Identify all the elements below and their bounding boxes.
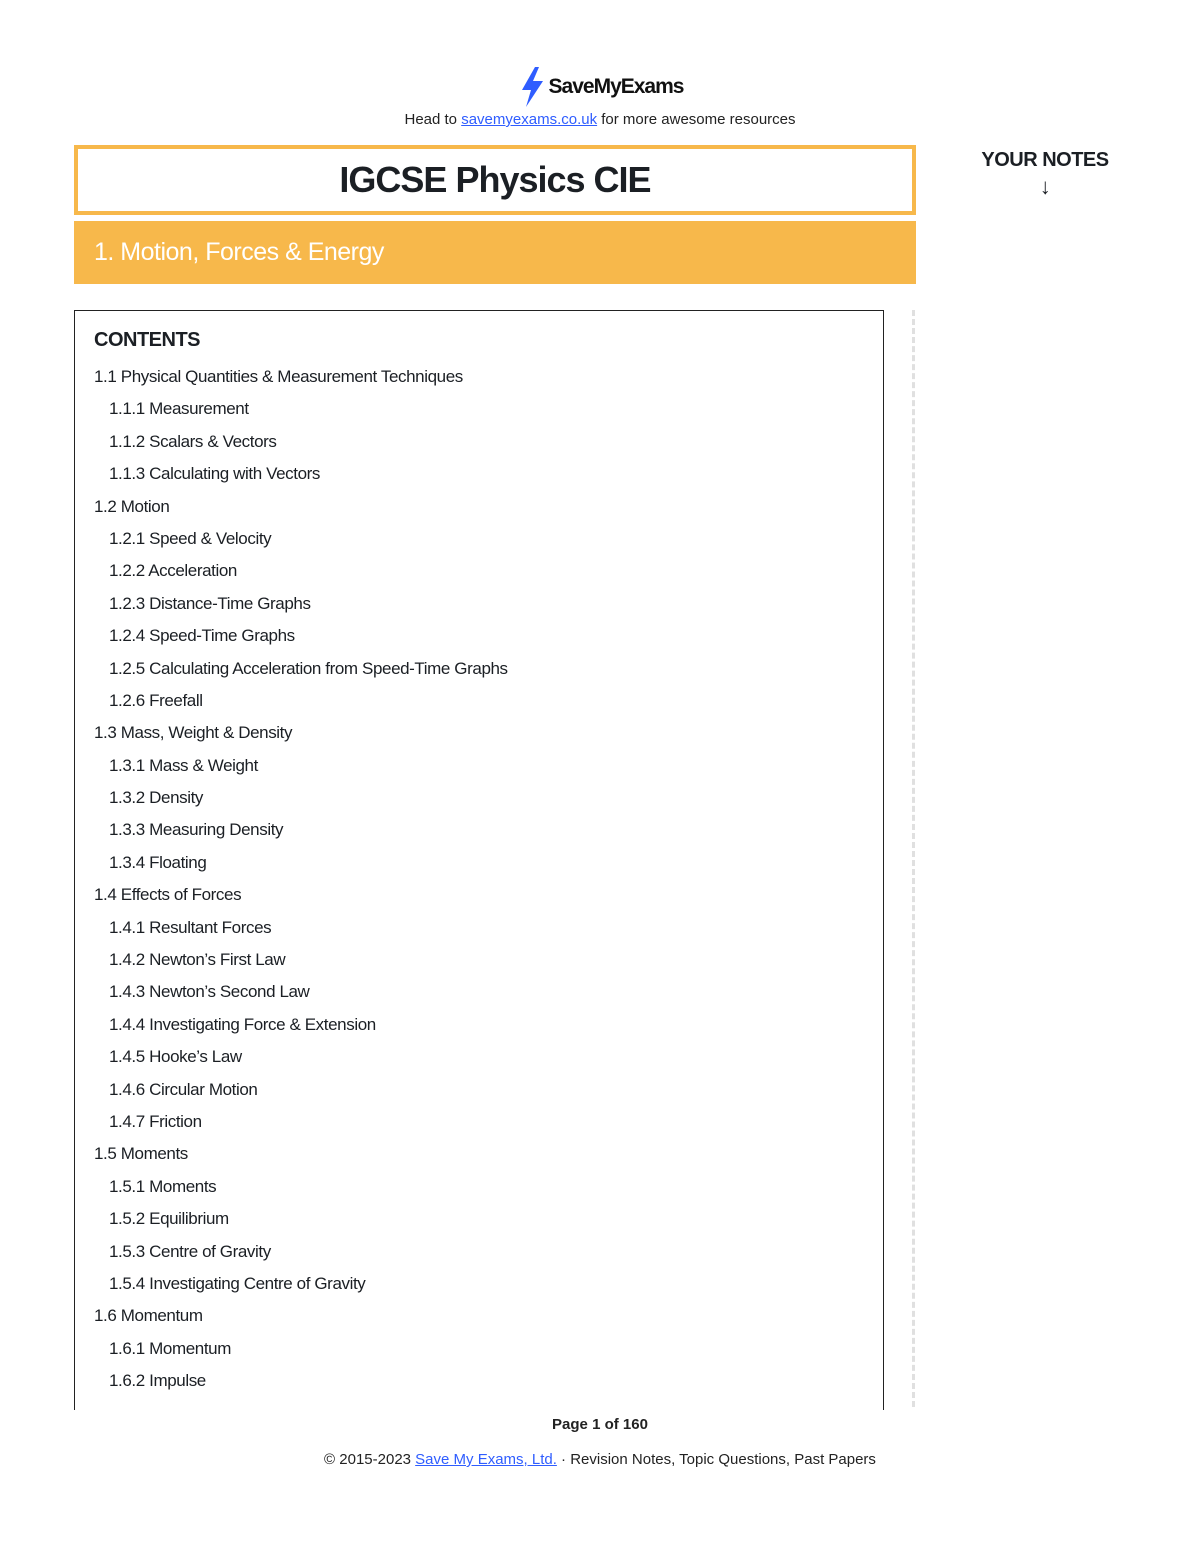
toc-subsection-link[interactable]: 1.1.2 Scalars & Vectors bbox=[109, 431, 277, 451]
arrow-down-icon: ↓ bbox=[1039, 174, 1051, 199]
toc-subsection-link[interactable]: 1.4.2 Newton’s First Law bbox=[109, 950, 286, 970]
toc-section-link[interactable]: 1.3 Mass, Weight & Density bbox=[94, 723, 293, 743]
toc-subsection-link[interactable]: 1.1.3 Calculating with Vectors bbox=[109, 464, 321, 484]
lightning-bolt-icon bbox=[517, 66, 547, 108]
tagline-suffix: for more awesome resources bbox=[597, 111, 796, 128]
your-notes-text: YOUR NOTES bbox=[981, 149, 1109, 171]
toc-subsection-link[interactable]: 1.6.1 Momentum bbox=[109, 1338, 231, 1358]
toc-subsection-link[interactable]: 1.3.3 Measuring Density bbox=[109, 820, 284, 840]
toc-subsection-link[interactable]: 1.4.1 Resultant Forces bbox=[109, 917, 272, 937]
toc-subsection-link[interactable]: 1.2.1 Speed & Velocity bbox=[109, 528, 272, 548]
page-current: 1 bbox=[592, 1416, 601, 1433]
document-title: IGCSE Physics CIE bbox=[339, 159, 651, 200]
toc-subsection-link[interactable]: 1.5.1 Moments bbox=[109, 1176, 217, 1196]
toc-subsection-link[interactable]: 1.3.1 Mass & Weight bbox=[109, 755, 258, 775]
website-link[interactable]: savemyexams.co.uk bbox=[461, 111, 598, 128]
toc-subsection-link[interactable]: 1.6.2 Impulse bbox=[109, 1371, 206, 1391]
toc-subsection-link[interactable]: 1.5.3 Centre of Gravity bbox=[109, 1241, 271, 1261]
toc-subsection-link[interactable]: 1.4.3 Newton’s Second Law bbox=[109, 982, 310, 1002]
toc-subsection-link[interactable]: 1.5.2 Equilibrium bbox=[109, 1209, 229, 1229]
toc-subsection-link[interactable]: 1.3.4 Floating bbox=[109, 852, 207, 872]
toc-section-link[interactable]: 1.5 Moments bbox=[94, 1144, 188, 1164]
page-middle: of bbox=[600, 1416, 623, 1433]
page-total: 160 bbox=[622, 1416, 648, 1433]
toc-section-link[interactable]: 1.2 Motion bbox=[94, 496, 170, 516]
toc-subsection-link[interactable]: 1.1.1 Measurement bbox=[109, 399, 249, 419]
page-prefix: Page bbox=[552, 1416, 593, 1433]
toc-subsection-link[interactable]: 1.4.5 Hooke’s Law bbox=[109, 1047, 242, 1067]
tagline-prefix: Head to bbox=[404, 111, 462, 128]
brand-name: SaveMyExams bbox=[548, 75, 684, 98]
toc-subsection-link[interactable]: 1.2.3 Distance-Time Graphs bbox=[109, 593, 311, 613]
notes-divider bbox=[912, 310, 915, 1407]
page-indicator bbox=[0, 1416, 1200, 1433]
toc-subsection-link[interactable]: 1.2.6 Freefall bbox=[109, 690, 203, 710]
toc-subsection-link[interactable]: 1.4.4 Investigating Force & Extension bbox=[109, 1014, 376, 1034]
toc-section-link[interactable]: 1.4 Effects of Forces bbox=[94, 885, 242, 905]
contents-panel bbox=[74, 310, 884, 1410]
brand-logo[interactable] bbox=[0, 66, 1200, 108]
toc-subsection-link[interactable]: 1.4.7 Friction bbox=[109, 1111, 202, 1131]
toc-subsection-link[interactable]: 1.5.4 Investigating Centre of Gravity bbox=[109, 1273, 366, 1293]
footer-suffix: · Revision Notes, Topic Questions, Past Papers bbox=[556, 1451, 876, 1468]
document-title-box bbox=[74, 145, 916, 215]
tagline bbox=[0, 111, 1200, 128]
toc-section-link[interactable]: 1.1 Physical Quantities & Measurement Techniques bbox=[94, 367, 463, 386]
footer-company-link[interactable]: Save My Exams, Ltd. bbox=[415, 1451, 557, 1468]
toc-subsection-link[interactable]: 1.4.6 Circular Motion bbox=[109, 1079, 258, 1099]
section-banner bbox=[74, 221, 916, 284]
toc-subsection-link[interactable]: 1.2.5 Calculating Acceleration from Speed-Time Graphs bbox=[109, 658, 508, 678]
contents-heading: CONTENTS bbox=[94, 329, 200, 351]
toc-subsection-link[interactable]: 1.2.4 Speed-Time Graphs bbox=[109, 626, 295, 646]
your-notes-label bbox=[960, 149, 1130, 200]
toc-subsection-link[interactable]: 1.2.2 Acceleration bbox=[109, 561, 237, 581]
section-title: 1. Motion, Forces & Energy bbox=[94, 238, 384, 266]
toc-section-link[interactable]: 1.6 Momentum bbox=[94, 1306, 203, 1326]
contents-list bbox=[94, 363, 883, 1400]
footer bbox=[0, 1451, 1200, 1468]
toc-subsection-link[interactable]: 1.3.2 Density bbox=[109, 788, 204, 808]
footer-copyright: © 2015-2023 bbox=[324, 1451, 416, 1468]
